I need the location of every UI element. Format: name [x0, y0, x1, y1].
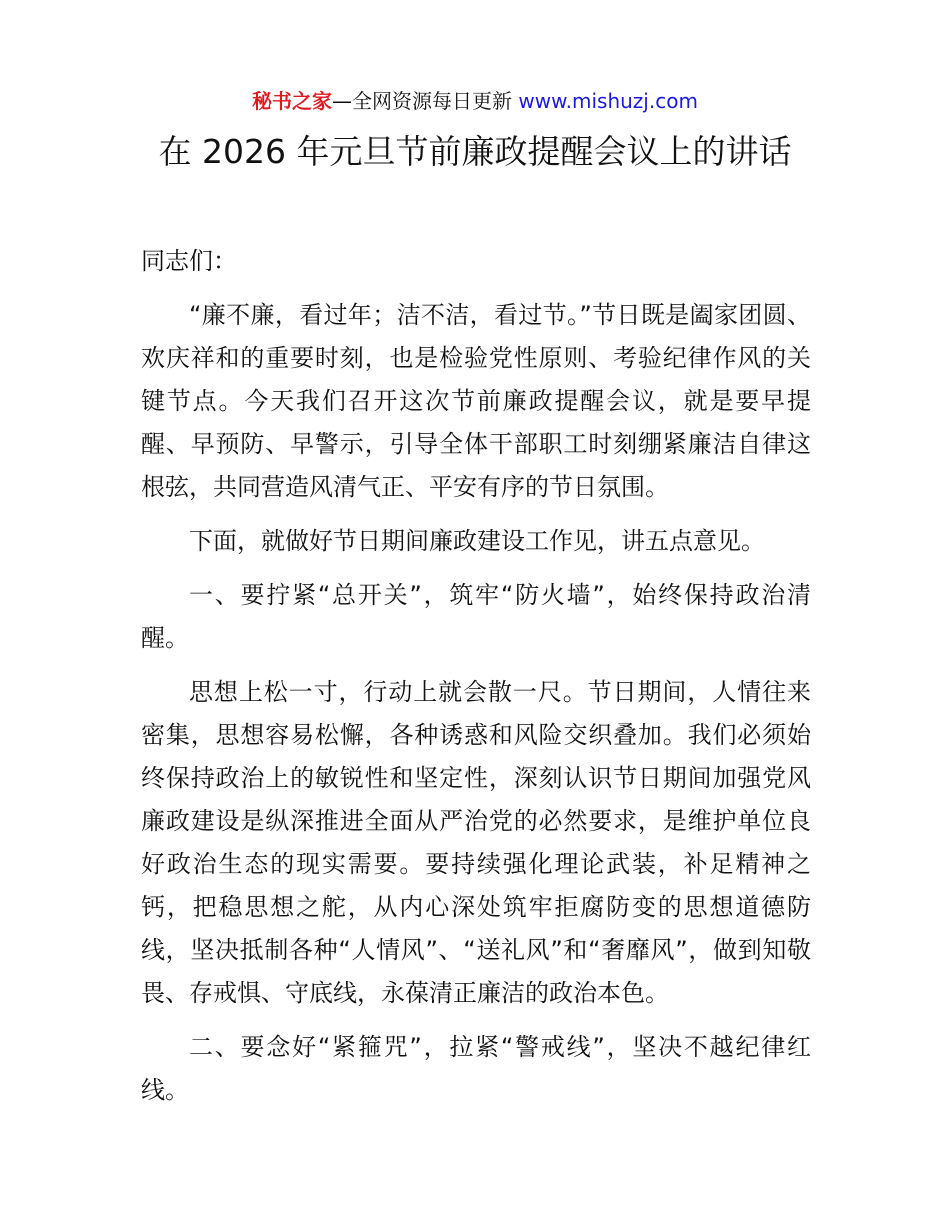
- site-url-link[interactable]: www.mishuzj.com: [518, 89, 698, 113]
- section-heading-2: 二、要念好“紧箍咒”，拉紧“警戒线”，坚决不越纪律红线。: [141, 1033, 811, 1104]
- document-title: 在 2026 年元旦节前廉政提醒会议上的讲话: [158, 132, 792, 171]
- transition-paragraph: 下面，就做好节日期间廉政建设工作见，讲五点意见。: [189, 527, 765, 555]
- salutation: 同志们：: [141, 247, 237, 275]
- section-1-paragraph: 思想上松一寸，行动上就会散一尺。节日期间，人情往来密集，思想容易松懈，各种诱惑和风险交织叠加。我们必须始终保持政治上的敏锐性和坚定性，深刻认识节日期间加强党风廉政建设是纵深推进全面从严治党的必然要求，是维护单位良好政治生态的现实需要。要持续强化理论武装，补足精神之钙，把稳思想之舵，从内心深处筑牢拒腐防变的思想道德防线，坚决抵制各种“人情风”、“送礼风”和“奢靡风”，做到知敬畏、存戒惧、守底线，永葆清正廉洁的政治本色。: [141, 678, 811, 1007]
- section-heading-1: 一、要拧紧“总开关”，筑牢“防火墙”，始终保持政治清醒。: [141, 581, 811, 652]
- brand-name: 秘书之家: [252, 89, 333, 113]
- site-header: [0, 86, 950, 116]
- intro-paragraph: “廉不廉，看过年；洁不洁，看过节。”节日既是阖家团圆、欢庆祥和的重要时刻，也是检验党性原则、考验纪律作风的关键节点。今天我们召开这次节前廉政提醒会议，就是要早提醒、早预防、早警示，引导全体干部职工时刻绷紧廉洁自律这根弦，共同营造风清气正、平安有序的节日氛围。: [141, 301, 811, 501]
- document-body: [141, 240, 811, 1123]
- site-tagline: —全网资源每日更新: [332, 89, 519, 113]
